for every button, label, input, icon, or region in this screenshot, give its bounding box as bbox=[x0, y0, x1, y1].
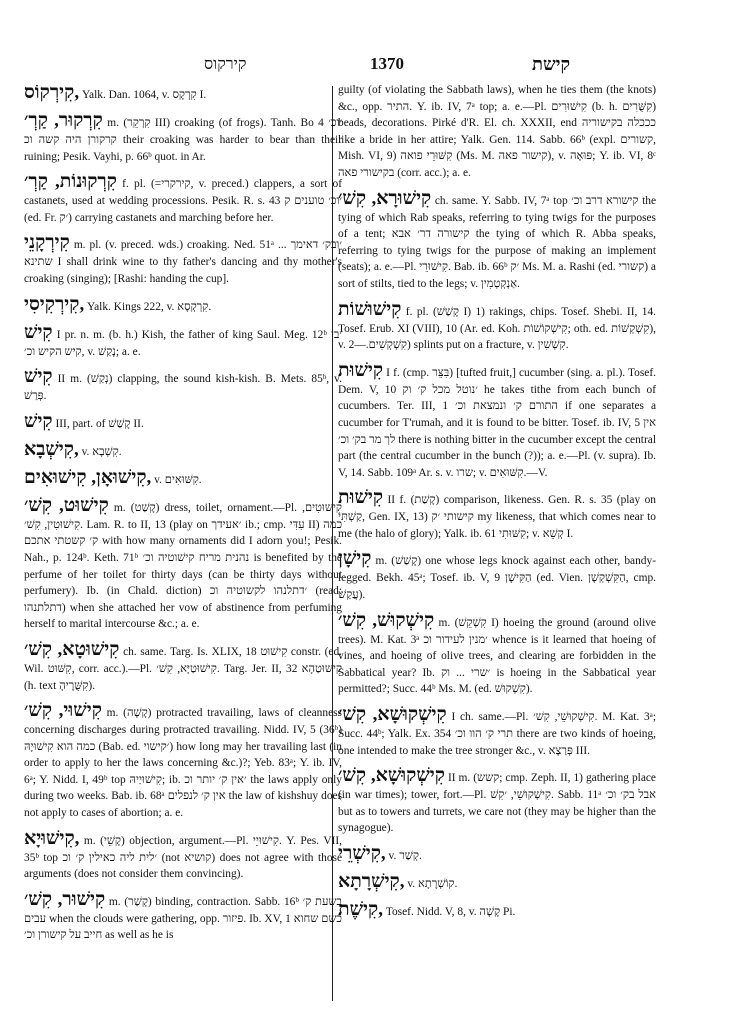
dictionary-entry bbox=[24, 700, 342, 822]
dictionary-entry bbox=[24, 639, 342, 694]
dictionary-entry bbox=[24, 232, 342, 287]
columns bbox=[0, 82, 670, 1002]
entry-headword: קִישׁוּט, קִשׁ׳ bbox=[24, 494, 109, 516]
dictionary-entry bbox=[338, 487, 656, 542]
entry-definition: I pr. n. m. (b. h.) Kish, the father of king Saul. Meg. 12ᵇ ׳בן קיש הקיש וכ׳, v. נָקַשׁ; a. e. bbox=[24, 328, 342, 358]
entry-headword: קִירְקִיסִי, bbox=[24, 293, 85, 315]
entry-headword: קִירְקָנֵי bbox=[24, 232, 70, 254]
dictionary-entry bbox=[338, 82, 656, 182]
entry-definition: m. pl. (v. preced. wds.) croaking. Ned. 51ᵃ ׳ובק׳ דאימך ... שתינא I shall drink wine to thy father's dancing and thy mother's croaking (singing); [Rashi: handing the cup]. bbox=[24, 239, 342, 285]
page-number: 1370 bbox=[370, 54, 404, 73]
left-column bbox=[24, 82, 342, 950]
entry-headword: קִישְׁרֵי, bbox=[338, 843, 386, 864]
dictionary-entry bbox=[24, 467, 342, 489]
entry-headword: קִרְקוּנוֹת, קַרְ׳ bbox=[24, 171, 117, 193]
entry-headword: קִישׁוּת bbox=[338, 487, 384, 509]
entry-headword: קִישְׁרָתָא, bbox=[338, 871, 405, 892]
entry-definition: I ch. same.—Pl. קִישְׁקוּשֵׁי, קִשׁ׳. M. Kat. 3ᵃ; Succ. 44ᵇ; Yalk. Ex. 354 תרי ק׳ הוו וכ׳ there are two kinds of hoeing, one intended to make the tree stronger &c., v. פְּרַצָא III. bbox=[338, 711, 656, 757]
entry-definition: v. קְשַׁר. bbox=[388, 850, 422, 862]
entry-definition: m. (קָשַׁר) binding, contraction. Sabb. 16ᵇ בשעת ק׳ עבים when the clouds were gathering, opp. פיזור. Ib. XV, 1 כשם שחוא חייב על קישורן וכ׳ as well as he is bbox=[24, 895, 342, 942]
entry-headword: קִישְׁקוּשׁ, קִשׁ׳ bbox=[338, 609, 435, 631]
dictionary-entry bbox=[338, 188, 656, 293]
right-column bbox=[338, 82, 656, 927]
entry-definition: m. (קָשֵׁי) objection, argument.—Pl. קִישׁוּיֵי. Y. Pes. VII, 35ᵇ top ׳לית ליה כאילין ק׳ וכ (not קושיא) does not agree with those arguments (does not consider them convincing). bbox=[24, 834, 343, 881]
entry-headword: קִישׁוּטָא, קִשׁ׳ bbox=[24, 638, 120, 660]
entry-headword: קִישׁוּר, קִשׁ׳ bbox=[24, 888, 106, 910]
entry-definition: guilty (of violating the Sabbath laws), when he ties them (the knots) &c., opp. התיר. Y. ib. IV, 7ᵃ top; a. e.—Pl. קִישׁוּרִים (b. h. קִשֻּׁרִים) beads, decorations. Pirké d'R. El. ch. XXXII, end כככלה בקישוריה like a bride in her attire; Yalk. Gen. 114. Sabb. 66ᵇ (expl. קשורים, Mish. VI, 9) קִשּׁוּרֵי פואה (Ms. M. קישור פאה), v. פּוּאָה; Y. ib. VI, 8ᶜ בקישורי פאה (corr. acc.); a. e. bbox=[338, 84, 656, 179]
dictionary-entry bbox=[338, 899, 656, 921]
entry-definition: II f. (קָשַׁת) comparison, likeness. Gen. R. s. 35 (play on קַשְׁתִּי, Gen. IX, 13) קישותי ׳ק my likeness, that which comes near to me (the halo of glory); Yalk. ib. 61 קִשּׁוּתִי; v. קְשֵׁא I. bbox=[338, 494, 656, 540]
dictionary-entry bbox=[24, 889, 342, 944]
dictionary-entry bbox=[24, 411, 342, 433]
dictionary-entry bbox=[338, 765, 656, 837]
entry-headword: קִישְׁקוּשָׁא, קִשׁ׳ bbox=[338, 704, 447, 726]
dictionary-entry bbox=[24, 294, 342, 316]
entry-definition: m. (קִרְקֵר III) croaking (of frogs). Tanh. Bo 4 ׳וכ׳ קרקורן היה קשה וכ their croaking was harder to bear than their ruining; Pesik. Vayhi, p. 66ᵇ quot. in Ar. bbox=[24, 117, 343, 163]
dictionary-entry bbox=[24, 495, 342, 633]
dictionary-entry bbox=[338, 360, 656, 482]
entry-definition: m. (קָשַׁט) dress, toilet, ornament.—Pl. קִישׁוּטִים, קִישׁוּטִין, קִשׁ׳. Lam. R. to II, 13 (play on ׳אעידך ib.; cmp. עִדִּי II) כמה ק׳ קשטתי אתכם with how many ornaments did I adorn you!; Pesik. Nah., p. 124ᵇ. Keth. 71ᵇ נהנית מריח קישׁוטיה וכ׳ is benefited by the perfume of her toilet for thirty days (can be thirty days without perfumery). Ib. (in Chald. diction) ׳דתלנהו לקשוטיה וכ (read: דתלתנהו) when she attached her vow of abstinence from perfuming herself to marital intercourse &c.; a. e. bbox=[24, 501, 343, 631]
dictionary-entry bbox=[24, 171, 342, 226]
entry-headword: קִישׁ bbox=[24, 410, 53, 432]
dictionary-entry bbox=[338, 548, 656, 603]
entry-headword: קִישְׁקוּשָׁא, קִשׁ׳ bbox=[338, 765, 445, 787]
entry-headword: קִישׁ bbox=[24, 366, 53, 388]
entry-definition: Yalk. Kings 222, v. קִרְקְסָא. bbox=[87, 300, 212, 313]
entry-definition: I f. (cmp. בִּצֵּר) [tufted fruit,] cucumber (sing. a. pl.). Tosef. Dem. V, 10 ׳נוטל מכל ק׳ וק he takes tithe from each bunch of cucumbers. Ter. III, 1 התורם ק׳ ונמצאת וכ׳ if one separates a cucumber for T'rumah, and it is found to be bitter. Tosef. ib. IV, 5 אין לך מר בק׳ וכ׳ there is nothing bitter in the cucumber except the central part (the central cucumber in the bunch (?)); a. e.—Pl. (v. supra). Ib. V, 14. Sabb. 109ᵃ Ar. s. v. שרו; v. קִשּׁוּאִים.—V. bbox=[338, 366, 656, 479]
entry-headword: קִישׁ bbox=[24, 321, 53, 343]
dictionary-entry bbox=[24, 439, 342, 461]
entry-definition: v. קִשּׁוּאִים. bbox=[154, 473, 202, 486]
dictionary-entry bbox=[338, 299, 656, 354]
entry-headword: קִישׁוּי, קִשׁ׳ bbox=[24, 700, 102, 722]
entry-definition: f. pl. (=קירקרי, v. preced.) clappers, a sort of castanets, used at wedding processions. Pesik. R. s. 43 ׳וכ׳ טוענים ק (ed. Fr. ׳ק) carrying castanets and marching before her. bbox=[24, 178, 343, 224]
entry-definition: m. (קִשְׁקֵשׁ I) hoeing the ground (around olive trees). M. Kat. 3ᵃ ׳מנין לעידור וכ whence is it learned that hoeing of vines, and hoeing of olive trees, and clearing are forbidden in the Sabbatical year? Ib. ׳שרי ... וק is hoeing in the Sabbatical year permitted?; Succ. 44ᵇ Ms. M. (ed. קִשְׁקוּשׁ). bbox=[338, 616, 656, 696]
entry-headword: קִישֶׁת, bbox=[338, 899, 383, 920]
entry-headword: קִישָׁן bbox=[338, 548, 372, 570]
dictionary-entry bbox=[338, 704, 656, 759]
dictionary-entry bbox=[338, 610, 656, 698]
running-head-right: קישת bbox=[532, 54, 571, 74]
entry-headword: קִרְקוּר, קַרְ׳ bbox=[24, 110, 103, 131]
entry-headword: קִישְׁבָא, bbox=[24, 438, 79, 460]
dictionary-entry bbox=[24, 82, 342, 104]
entry-definition: Tosef. Nidd. V, 8, v. קָשָׁה Pi. bbox=[385, 906, 516, 918]
entry-definition: ch. same. Y. Sabb. IV, 7ᵃ top קישורא דרב וכ׳ the tying of which Rab speaks, referring to tying twigs for the purposes of a tent; קישורה דר׳ אבא the tying of which R. Abba speaks, referring to tying twigs for the purpose of making an implement (seats); a. e.—Pl. קִישׁוּרֵי. Bab. ib. 66ᵇ ׳ק Ms. M. a. Rashi (ed. קשורי) a sort of stilts, tied to the legs; v. אַנְקְטְמִין. bbox=[338, 194, 656, 290]
entry-headword: קִישׁוּיָא, bbox=[24, 827, 80, 849]
running-head-left: קירקוס bbox=[204, 56, 247, 73]
dictionary-entry bbox=[24, 322, 342, 361]
entry-definition: II m. (קשש; cmp. Zeph. II, 1) gathering place (in war times); tower, fort.—Pl. קִישְׁקוּשֵׁי, ׳קִשׁ. Sabb. 11ᵃ אבל בק׳ וכ׳ but as to towers and turrets, we care not (they may be higher than the synagogue). bbox=[338, 772, 656, 835]
entry-definition: m. (קָשָׁה) protracted travailing, laws of cleanness concerning discharges during protracted travailing. Nidd. IV, 5 (36ᵇ) כמה הוא קִישׁוּיָהּ (Bab. ed. ׳קישוי) how long may her travailing last (in order to apply to her the laws concerning &c.)?; Yeb. 83ᵃ; Y. ib. IV, 6ᵃ; Y. Nidd. I, 49ᵇ top קִישׁוּיַיהּ; ib. ׳אין ק׳ יותר וכ the laws apply only during two weeks. Bab. ib. 68ᵃ אין ק׳ לנפלים the law of kishshuy does not apply to cases of abortion; a. e. bbox=[24, 707, 342, 820]
entry-definition: III, part. of קָשַׁשׁ II. bbox=[55, 417, 144, 430]
dictionary-entry bbox=[338, 843, 656, 865]
entry-headword: קִישׁוּרָא, קִשׁ׳ bbox=[338, 187, 432, 209]
entry-headword: קִירְקוֹס, bbox=[24, 82, 80, 103]
entry-definition: II m. (נְקַשׁ) clapping, the sound kish-kish. B. Mets. 85ᵇ, v. פְּרַשׁ. bbox=[24, 373, 342, 403]
entry-headword: קִישׁוּת bbox=[338, 359, 384, 381]
entry-definition: Yalk. Dan. 1064, v. קִרְקָס I. bbox=[81, 89, 207, 101]
entry-headword: קִישׁוּשׁוֹת bbox=[338, 298, 402, 320]
dictionary-entry bbox=[24, 110, 342, 165]
dictionary-entry bbox=[24, 828, 342, 883]
entry-definition: v. קִשְׁבָא. bbox=[81, 445, 122, 458]
entry-definition: v. קוֹשְׁרָתָא. bbox=[407, 878, 458, 890]
entry-definition: m. (קָשַׁשׁ) one whose legs knock against each other, bandy-legged. Bekh. 45ᵃ; Tosef. ib. V, 9 הַקִּישָׁן (ed. Vien. הַקִּשְׁקְשָׁן, cmp. עֲקַשׁ). bbox=[338, 555, 656, 602]
entry-definition: f. pl. (קָשַׁשׁ I) 1) rakings, chips. Tosef. Shebi. II, 14. Tosef. Erub. XI (VIII), 10 (Ar. ed. Koh. קִישְׁקוֹשׁוֹת; oth. ed. קִשְׁקְשׁוֹת), v. קִשְׁקְשִׁים.—2) splints put on a fracture, v. קִשְׁשִׁין. bbox=[338, 305, 656, 352]
dictionary-entry bbox=[24, 366, 342, 405]
dictionary-entry bbox=[338, 871, 656, 893]
entry-headword: קִישׁוּאָן, קִישׁוּאִים, bbox=[24, 466, 152, 488]
entry-definition: ch. same. Targ. Is. XLIX, 18 קִישׁוּט constr. (ed. Wil. קִשּׁוּט, corr. acc.).—Pl. קִישׁוּטַיָּא, קִשׁ׳. Targ. Jer. II, 32 קִישׁוּטַהָא (h. text קִשֻּׁרֶיהָ). bbox=[24, 645, 342, 692]
